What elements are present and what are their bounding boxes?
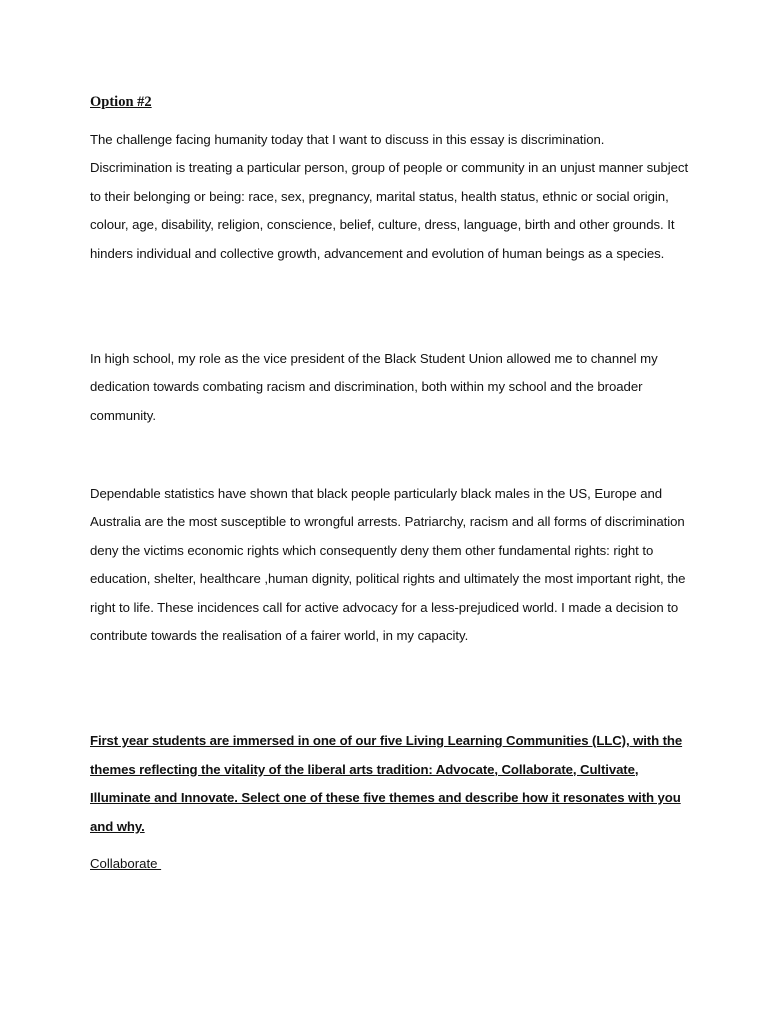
selected-theme: Collaborate [90, 856, 162, 871]
option-heading: Option #2 [90, 94, 152, 110]
paragraph-statistics: Dependable statistics have shown that black people particularly black males in the US, Europe and Australia are the most susceptible to wrongful arrests. Patriarchy, racism and all forms of discrimination deny the victims economic rights which consequently deny them other fundamental rights: right to education, shelter, healthcare ,human dignity, political rights and ultimately the most important right, the right to life. These incidences call for active advocacy for a less-prejudiced world. I made a decision to contribute towards the realisation of a fairer world, in my capacity. [90, 486, 686, 644]
paragraph-discrimination-intro: The challenge facing humanity today that I want to discuss in this essay is discrimination. Discrimination is treating a particular person, group of people or community in an unjust manner subject to their belonging or being: race, sex, pregnancy, marital status, health status, ethnic or social origin, colour, age, disability, religion, conscience, belief, culture, dress, language, birth and other grounds. It hinders individual and collective growth, advancement and evolution of human beings as a species. [90, 132, 689, 261]
paragraph-student-union: In high school, my role as the vice president of the Black Student Union allowed me to channel my dedication towards combating racism and discrimination, both within my school and the broader community. [90, 351, 658, 423]
essay-prompt: First year students are immersed in one of our five Living Learning Communities (LLC), with the themes reflecting the vitality of the liberal arts tradition: Advocate, Collaborate, Cultivate, Illuminate and Innovate. Select one of these five themes and describe how it resonates with you and why. [90, 733, 683, 834]
